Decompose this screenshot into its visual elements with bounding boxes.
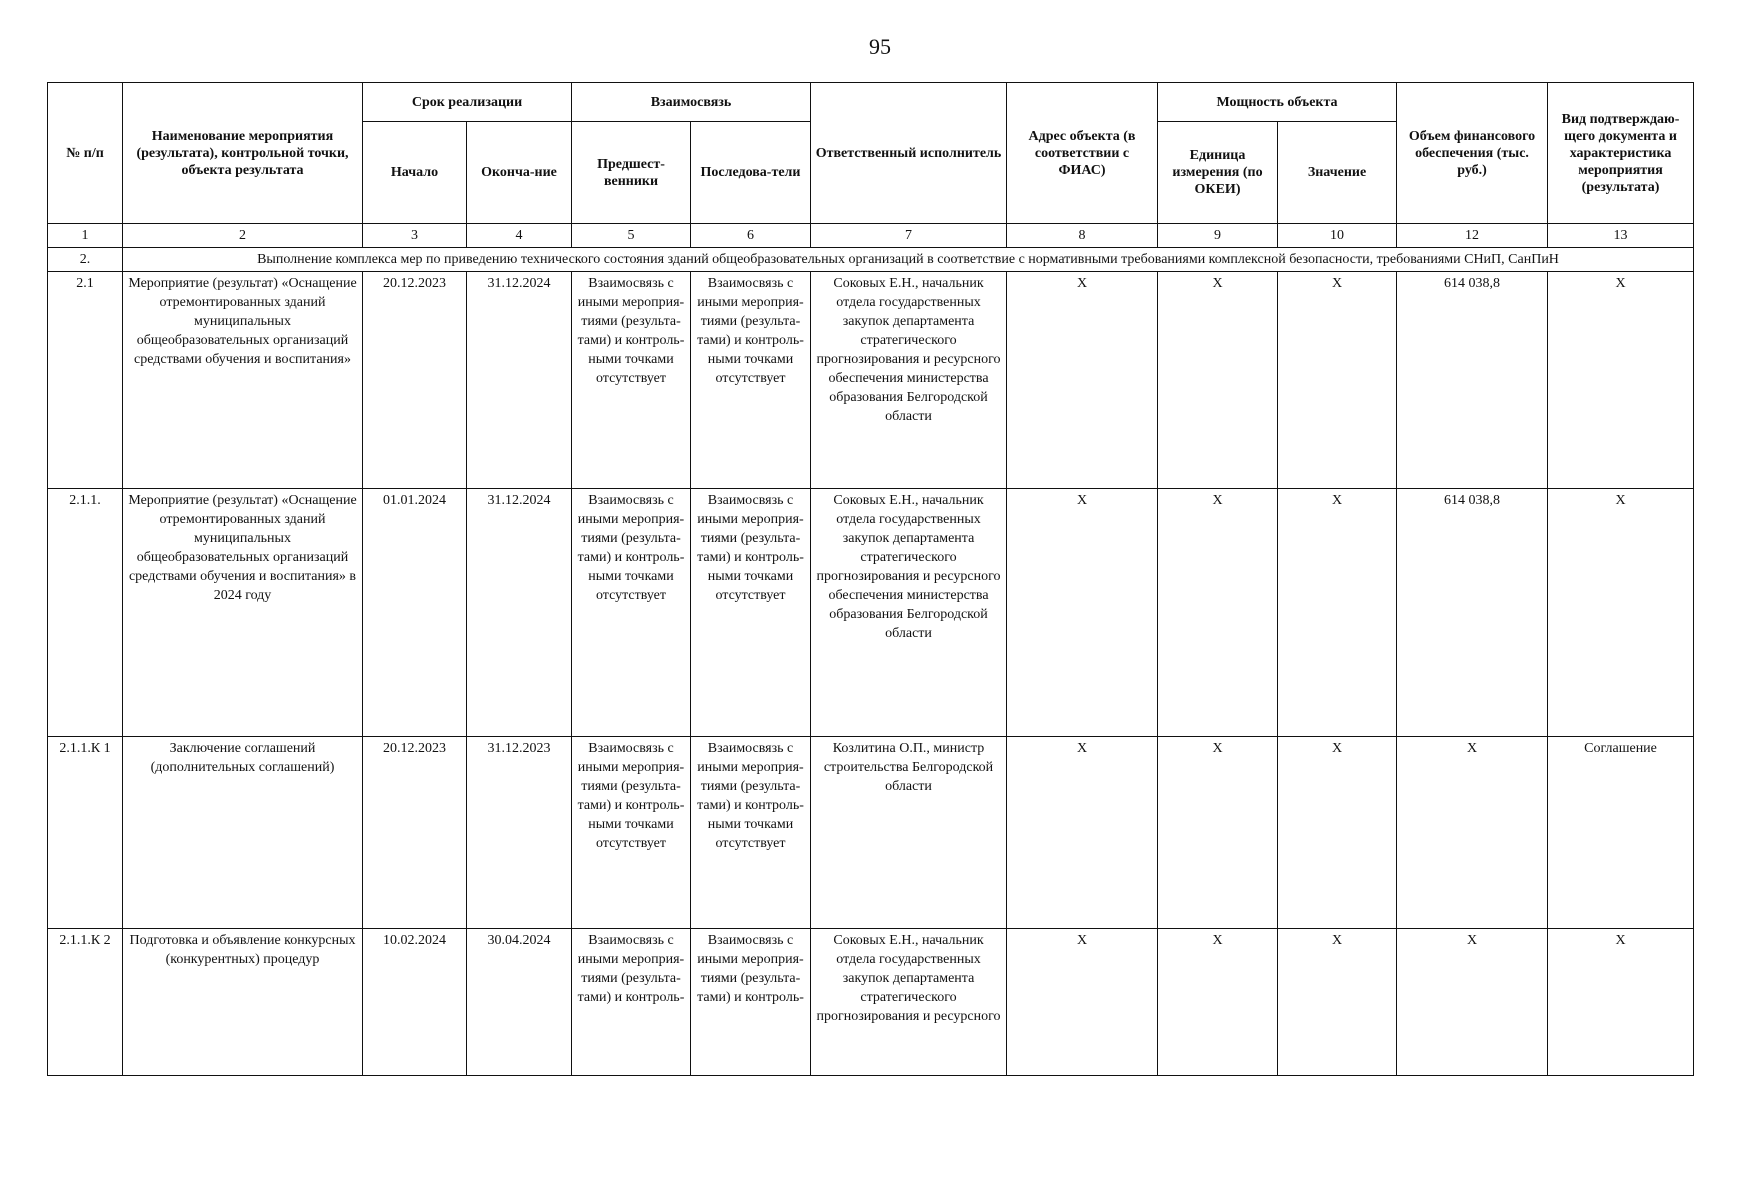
header-no: № п/п xyxy=(48,83,123,224)
row-unit: Х xyxy=(1158,272,1278,489)
header-responsible: Ответственный исполнитель xyxy=(811,83,1007,224)
row-successors: Взаимосвязь с иными мероприя-тиями (результа-тами) и контроль- xyxy=(691,929,811,1076)
row-name: Мероприятие (результат) «Оснащение отремонтированных зданий муниципальных общеобразовательных организаций средствами обучения и воспитания» в 2024 году xyxy=(123,489,363,737)
row-finance: Х xyxy=(1397,929,1548,1076)
row-successors: Взаимосвязь с иными мероприя-тиями (результа-тами) и контроль-ными точками отсутствует xyxy=(691,489,811,737)
row-name: Мероприятие (результат) «Оснащение отремонтированных зданий муниципальных общеобразовательных организаций средствами обучения и воспитания» xyxy=(123,272,363,489)
row-address: Х xyxy=(1007,929,1158,1076)
column-number: 2 xyxy=(123,224,363,248)
row-start: 01.01.2024 xyxy=(363,489,467,737)
row-end: 31.12.2023 xyxy=(467,737,572,929)
column-number: 1 xyxy=(48,224,123,248)
header-address: Адрес объекта (в соответствии с ФИАС) xyxy=(1007,83,1158,224)
row-document: Соглашение xyxy=(1548,737,1694,929)
section-title: Выполнение комплекса мер по приведению технического состояния зданий общеобразовательных организаций в соответствие с нормативными требованиями комплексной безопасности, требованиями СНиП, СанПиН xyxy=(123,248,1694,272)
header-value: Значение xyxy=(1278,122,1397,224)
row-number: 2.1 xyxy=(48,272,123,489)
header-predecessors: Предшест-венники xyxy=(572,122,691,224)
row-responsible: Соковых Е.Н., начальник отдела государственных закупок департамента стратегического прогнозирования и ресурсного обеспечения министерства образования Белгородской области xyxy=(811,272,1007,489)
section-row xyxy=(48,248,1694,272)
header-start: Начало xyxy=(363,122,467,224)
table-row xyxy=(48,489,1694,737)
row-address: Х xyxy=(1007,737,1158,929)
column-number: 4 xyxy=(467,224,572,248)
row-successors: Взаимосвязь с иными мероприя-тиями (результа-тами) и контроль-ными точками отсутствует xyxy=(691,737,811,929)
column-number: 7 xyxy=(811,224,1007,248)
header-successors: Последова-тели xyxy=(691,122,811,224)
row-document: Х xyxy=(1548,272,1694,489)
header-end: Оконча-ние xyxy=(467,122,572,224)
column-number: 13 xyxy=(1548,224,1694,248)
row-value: Х xyxy=(1278,489,1397,737)
header-document: Вид подтверждаю-щего документа и характеристика мероприятия (результата) xyxy=(1548,83,1694,224)
table-row xyxy=(48,929,1694,1076)
row-number: 2.1.1.К 1 xyxy=(48,737,123,929)
column-numbers-row xyxy=(48,224,1694,248)
column-number: 3 xyxy=(363,224,467,248)
row-predecessors: Взаимосвязь с иными мероприя-тиями (результа-тами) и контроль- xyxy=(572,929,691,1076)
row-responsible: Козлитина О.П., министр строительства Белгородской области xyxy=(811,737,1007,929)
row-document: Х xyxy=(1548,929,1694,1076)
row-start: 20.12.2023 xyxy=(363,272,467,489)
row-predecessors: Взаимосвязь с иными мероприя-тиями (результа-тами) и контроль-ными точками отсутствует xyxy=(572,272,691,489)
header-link-group: Взаимосвязь xyxy=(572,83,811,122)
row-document: Х xyxy=(1548,489,1694,737)
header-finance: Объем финансового обеспечения (тыс. руб.) xyxy=(1397,83,1548,224)
row-finance: 614 038,8 xyxy=(1397,272,1548,489)
row-name: Подготовка и объявление конкурсных (конкурентных) процедур xyxy=(123,929,363,1076)
table-row xyxy=(48,272,1694,489)
column-number: 6 xyxy=(691,224,811,248)
header-power-group: Мощность объекта xyxy=(1158,83,1397,122)
row-value: Х xyxy=(1278,929,1397,1076)
header-row-1 xyxy=(48,83,1694,122)
column-number: 5 xyxy=(572,224,691,248)
row-finance: Х xyxy=(1397,737,1548,929)
row-start: 20.12.2023 xyxy=(363,737,467,929)
row-address: Х xyxy=(1007,272,1158,489)
row-value: Х xyxy=(1278,737,1397,929)
header-unit: Единица измерения (по ОКЕИ) xyxy=(1158,122,1278,224)
row-name: Заключение соглашений (дополнительных соглашений) xyxy=(123,737,363,929)
column-number: 12 xyxy=(1397,224,1548,248)
row-end: 31.12.2024 xyxy=(467,272,572,489)
row-predecessors: Взаимосвязь с иными мероприя-тиями (результа-тами) и контроль-ными точками отсутствует xyxy=(572,489,691,737)
row-responsible: Соковых Е.Н., начальник отдела государственных закупок департамента стратегического прогнозирования и ресурсного xyxy=(811,929,1007,1076)
table-row xyxy=(48,737,1694,929)
row-unit: Х xyxy=(1158,929,1278,1076)
column-number: 8 xyxy=(1007,224,1158,248)
row-value: Х xyxy=(1278,272,1397,489)
header-name: Наименование мероприятия (результата), контрольной точки, объекта результата xyxy=(123,83,363,224)
row-predecessors: Взаимосвязь с иными мероприя-тиями (результа-тами) и контроль-ными точками отсутствует xyxy=(572,737,691,929)
row-finance: 614 038,8 xyxy=(1397,489,1548,737)
row-responsible: Соковых Е.Н., начальник отдела государственных закупок департамента стратегического прогнозирования и ресурсного обеспечения министерства образования Белгородской области xyxy=(811,489,1007,737)
row-unit: Х xyxy=(1158,489,1278,737)
row-successors: Взаимосвязь с иными мероприя-тиями (результа-тами) и контроль-ными точками отсутствует xyxy=(691,272,811,489)
schedule-table xyxy=(47,82,1694,1076)
section-number: 2. xyxy=(48,248,123,272)
row-start: 10.02.2024 xyxy=(363,929,467,1076)
row-number: 2.1.1.К 2 xyxy=(48,929,123,1076)
column-number: 9 xyxy=(1158,224,1278,248)
row-end: 30.04.2024 xyxy=(467,929,572,1076)
row-end: 31.12.2024 xyxy=(467,489,572,737)
row-unit: Х xyxy=(1158,737,1278,929)
row-address: Х xyxy=(1007,489,1158,737)
column-number: 10 xyxy=(1278,224,1397,248)
row-number: 2.1.1. xyxy=(48,489,123,737)
header-term-group: Срок реализации xyxy=(363,83,572,122)
page-number: 95 xyxy=(869,34,891,59)
